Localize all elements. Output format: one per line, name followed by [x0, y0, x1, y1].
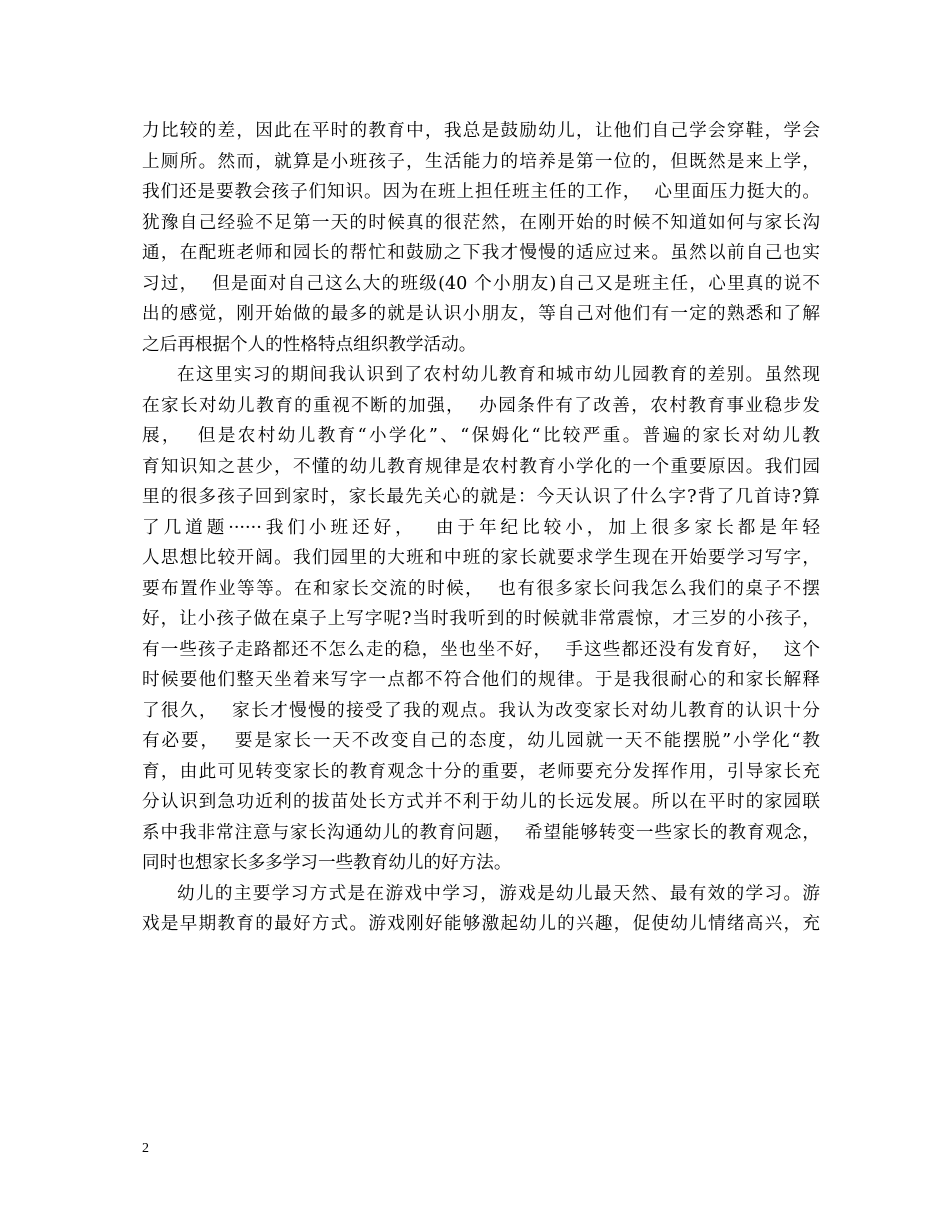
text-line: 幼儿的主要学习方式是在游戏中学习，游戏是幼儿最天然、最有效的学习。游 [177, 883, 820, 904]
text-line: 我们还是要教会孩子们知识。因为在班上担任班主任的工作， 心里面压力挺大的。 [142, 182, 820, 202]
text-line: 有必要， 要是家长一天不改变自己的态度，幼儿园就一天不能摆脱”小学化“教 [142, 731, 820, 751]
text-line: 戏是早期教育的最好方式。游戏刚好能够激起幼儿的兴趣，促使幼儿情绪高兴，充 [142, 914, 820, 934]
text-line: 要布置作业等等。在和家长交流的时候， 也有很多家长问我怎么我们的桌子不摆 [142, 578, 820, 599]
text-line: 上厕所。然而，就算是小班孩子，生活能力的培养是第一位的，但既然是来上学， [142, 151, 820, 172]
text-line: 犹豫自己经验不足第一天的时候真的很茫然，在刚开始的时候不知道如何与家长沟 [142, 212, 820, 233]
text-line: 在这里实习的期间我认识到了农村幼儿教育和城市幼儿园教育的差别。虽然现 [177, 365, 820, 385]
text-line: 习过， 但是面对自己这么大的班级(40 个小朋友)自己又是班主任，心里真的说不 [142, 273, 820, 294]
text-line: 了几道题······我们小班还好， 由于年纪比较小，加上很多家长都是年轻 [142, 517, 820, 538]
text-line: 好，让小孩子做在桌子上写字呢?当时我听到的时候就非常震惊，才三岁的小孩子， [142, 609, 820, 629]
document-body [142, 116, 820, 940]
text-line: 时候要他们整天坐着来写字一点都不符合他们的规律。于是我很耐心的和家长解释 [142, 670, 820, 690]
text-line: 在家长对幼儿教育的重视不断的加强， 办园条件有了改善，农村教育事业稳步发 [142, 395, 820, 416]
text-line: 了很久， 家长才慢慢的接受了我的观点。我认为改变家长对幼儿教育的认识十分 [142, 700, 820, 721]
text-line: 同时也想家长多多学习一些教育幼儿的好方法。 [142, 853, 512, 873]
text-line: 分认识到急功近利的拔苗处长方式并不利于幼儿的长远发展。所以在平时的家园联 [142, 792, 820, 812]
text-line: 有一些孩子走路都还不怎么走的稳，坐也坐不好， 手这些都还没有发育好， 这个 [142, 639, 820, 660]
text-line: 人思想比较开阔。我们园里的大班和中班的家长就要求学生现在开始要学习写字， [142, 548, 820, 568]
text-line: 系中我非常注意与家长沟通幼儿的教育问题， 希望能够转变一些家长的教育观念， [142, 822, 820, 843]
text-line: 展， 但是农村幼儿教育“小学化”、“保姆化“比较严重。普遍的家长对幼儿教 [142, 426, 820, 446]
text-line: 力比较的差，因此在平时的教育中，我总是鼓励幼儿，让他们自己学会穿鞋，学会 [142, 121, 820, 141]
page-number: 2 [142, 1141, 149, 1156]
text-line: 里的很多孩子回到家时，家长最先关心的就是：今天认识了什么字?背了几首诗?算 [142, 487, 820, 507]
text-line: 通，在配班老师和园长的帮忙和鼓励之下我才慢慢的适应过来。虽然以前自己也实 [142, 243, 820, 263]
text-line: 育，由此可见转变家长的教育观念十分的重要，老师要充分发挥作用，引导家长充 [142, 761, 820, 782]
text-line: 出的感觉，刚开始做的最多的就是认识小朋友，等自己对他们有一定的熟悉和了解 [142, 304, 820, 324]
text-line: 育知识知之甚少，不懂的幼儿教育规律是农村教育小学化的一个重要原因。我们园 [142, 456, 820, 477]
text-line: 之后再根据个人的性格特点组织教学活动。 [142, 334, 477, 355]
